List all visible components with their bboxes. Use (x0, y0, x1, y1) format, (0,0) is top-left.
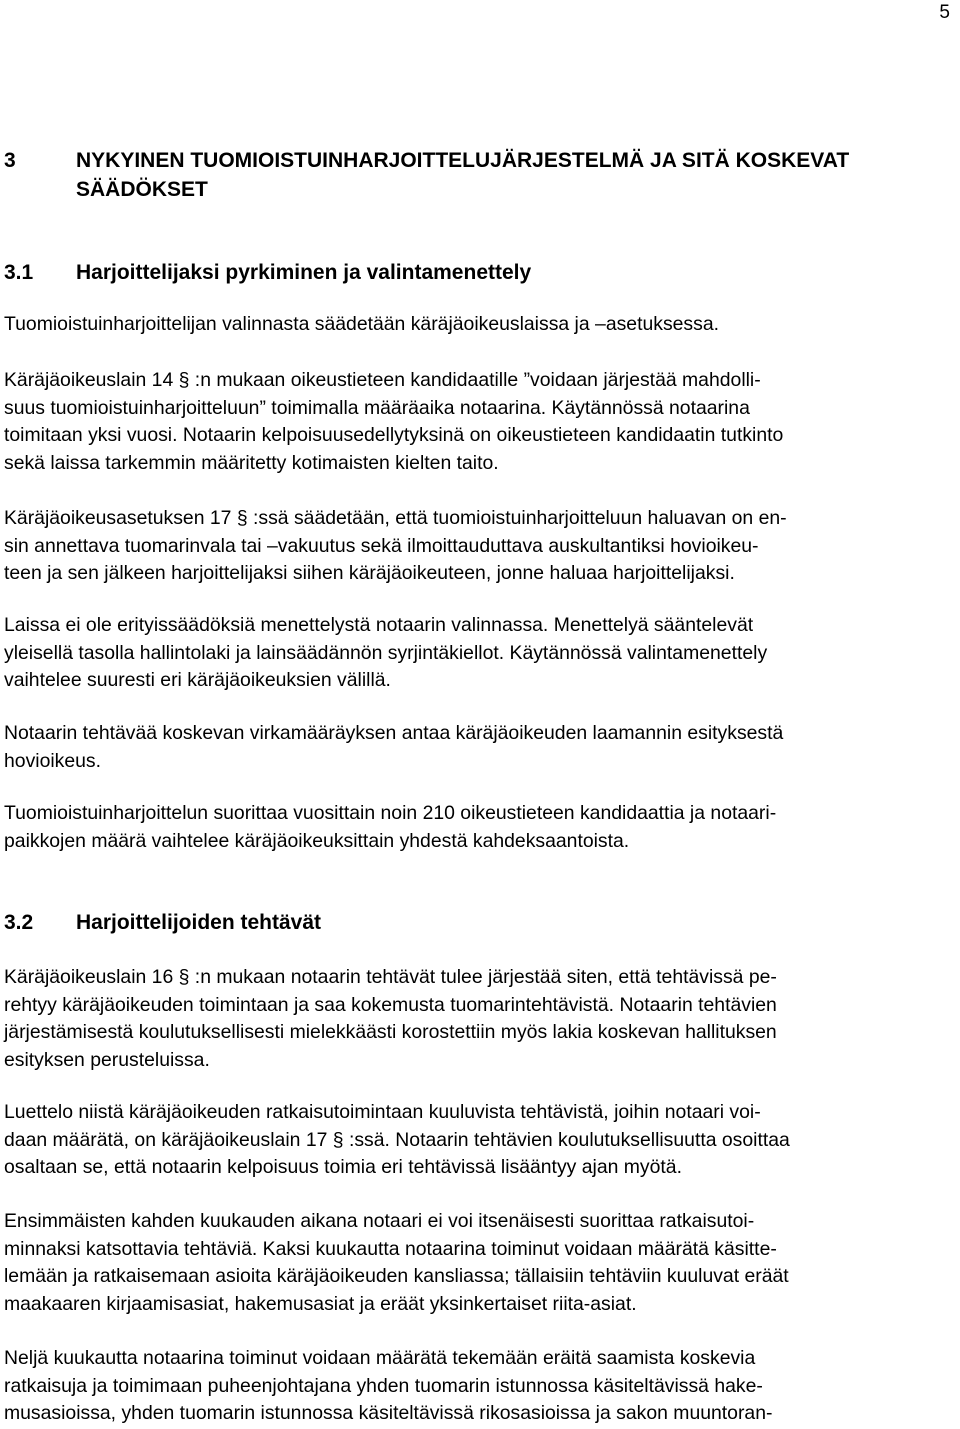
text-line: maakaaren kirjaamisasiat, hakemusasiat ja eräät yksinkertaiset riita-asiat. (4, 1292, 637, 1315)
paragraph (4, 311, 956, 339)
text-line: teen ja sen jälkeen harjoittelijaksi siihen käräjäoikeuteen, jonne haluaa harjoittelijaksi. (4, 562, 735, 584)
text-line: vaihtelee suuresti eri käräjäoikeuksien välillä. (4, 669, 391, 691)
paragraph (4, 720, 956, 775)
text-line: Laissa ei ole erityissäädöksiä menettelystä notaarin valinnassa. Menettelyä sääntelevät (4, 614, 754, 636)
chapter-heading (4, 146, 954, 204)
paragraph (4, 505, 956, 588)
text-line: toimitaan yksi vuosi. Notaarin kelpoisuusedellytyksinä on oikeustieteen kandidaatin tutkinto (4, 424, 784, 446)
text-line: Neljä kuukautta notaarina toiminut voidaan määrätä tekemään eräitä saamista koskevia (4, 1347, 756, 1369)
text-line: musasioissa, yhden tuomarin istunnossa käsiteltävissä rikosasioissa ja sakon muuntoran- (4, 1402, 773, 1424)
paragraph (4, 800, 956, 855)
text-line: ratkaisuja ja toimimaan puheenjohtajana yhden tuomarin istunnossa käsiteltävissä hake- (4, 1374, 763, 1397)
text-line: osaltaan se, että notaarin kelpoisuus toimia eri tehtävissä lisääntyy ajan myötä. (4, 1156, 682, 1178)
text-line: Käräjäoikeuslain 16 § :n mukaan notaarin tehtävät tulee järjestää siten, että tehtävissä pe- (4, 966, 777, 988)
section-heading-3-2 (4, 908, 904, 937)
text-line: minnaksi katsottavia tehtäviä. Kaksi kuukautta notaarina toiminut voidaan määrätä käsitte- (4, 1237, 777, 1260)
text-line: Ensimmäisten kahden kuukauden aikana notaari ei voi itsenäisesti suorittaa ratkaisutoi- (4, 1210, 755, 1232)
text-line: Notaarin tehtävää koskevan virkamääräyksen antaa käräjäoikeuden laamannin esityksestä (4, 722, 784, 744)
text-line: suus tuomioistuinharjoitteluun” toimimalla määräaika notaarina. Käytännössä notaarina (4, 396, 750, 419)
text-line: sekä laissa tarkemmin määritetty kotimaisten kielten taito. (4, 451, 499, 474)
text-line: Luettelo niistä käräjäoikeuden ratkaisutoimintaan kuuluvista tehtävistä, joihin notaari voi- (4, 1101, 761, 1123)
section-number: 3.1 (4, 261, 34, 284)
paragraph (4, 964, 956, 1074)
text-line: yleisellä tasolla hallintolaki ja lainsäädännön syrjintäkiellot. Käytännössä valintamenettely (4, 641, 768, 664)
text-line: Käräjäoikeuslain 14 § :n mukaan oikeustieteen kandidaatille ”voidaan järjestää mahdolli- (4, 369, 761, 391)
text-line: esityksen perusteluissa. (4, 1048, 210, 1071)
text-line: paikkojen määrä vaihtelee käräjäoikeuksittain yhdestä kahdeksaantoista. (4, 829, 630, 852)
paragraph (4, 367, 956, 477)
section-title: Harjoittelijoiden tehtävät (76, 911, 322, 934)
paragraph (4, 1099, 956, 1182)
chapter-number: 3 (4, 149, 16, 172)
chapter-title: NYKYINEN TUOMIOISTUINHARJOITTELUJÄRJESTELMÄ JA SITÄ KOSKEVAT SÄÄDÖKSET (76, 149, 850, 201)
paragraph (4, 1208, 956, 1318)
paragraph (4, 612, 956, 695)
paragraph (4, 1345, 956, 1428)
text-line: järjestämisestä koulutuksellisesti mielekkäästi korostettiin myös lakia koskevan hallituksen (4, 1021, 777, 1043)
section-number: 3.2 (4, 911, 34, 934)
section-heading-3-1 (4, 258, 904, 287)
text-line: rehtyy käräjäoikeuden toimintaan ja saa kokemusta tuomarintehtävistä. Notaarin tehtävien (4, 993, 777, 1016)
text-line: Käräjäoikeusasetuksen 17 § :ssä säädetään, että tuomioistuinharjoitteluun haluavan on en- (4, 507, 787, 529)
text-line: Tuomioistuinharjoittelijan valinnasta säädetään käräjäoikeuslaissa ja –asetuksessa. (4, 313, 719, 335)
section-title: Harjoittelijaksi pyrkiminen ja valintamenettely (76, 261, 532, 284)
text-line: hovioikeus. (4, 749, 102, 772)
text-line: sin annettava tuomarinvala tai –vakuutus sekä ilmoittauduttava auskultantiksi hovioikeu- (4, 534, 759, 557)
text-line: Tuomioistuinharjoittelun suorittaa vuosittain noin 210 oikeustieteen kandidaattia ja notaari- (4, 802, 777, 824)
text-line: daan määrätä, on käräjäoikeuslain 17 § :ssä. Notaarin tehtävien koulutuksellisuutta osoittaa (4, 1128, 790, 1151)
page-number: 5 (939, 2, 950, 23)
text-line: lemään ja ratkaisemaan asioita käräjäoikeuden kansliassa; tällaisiin tehtäviin kuuluvat eräät (4, 1265, 789, 1287)
